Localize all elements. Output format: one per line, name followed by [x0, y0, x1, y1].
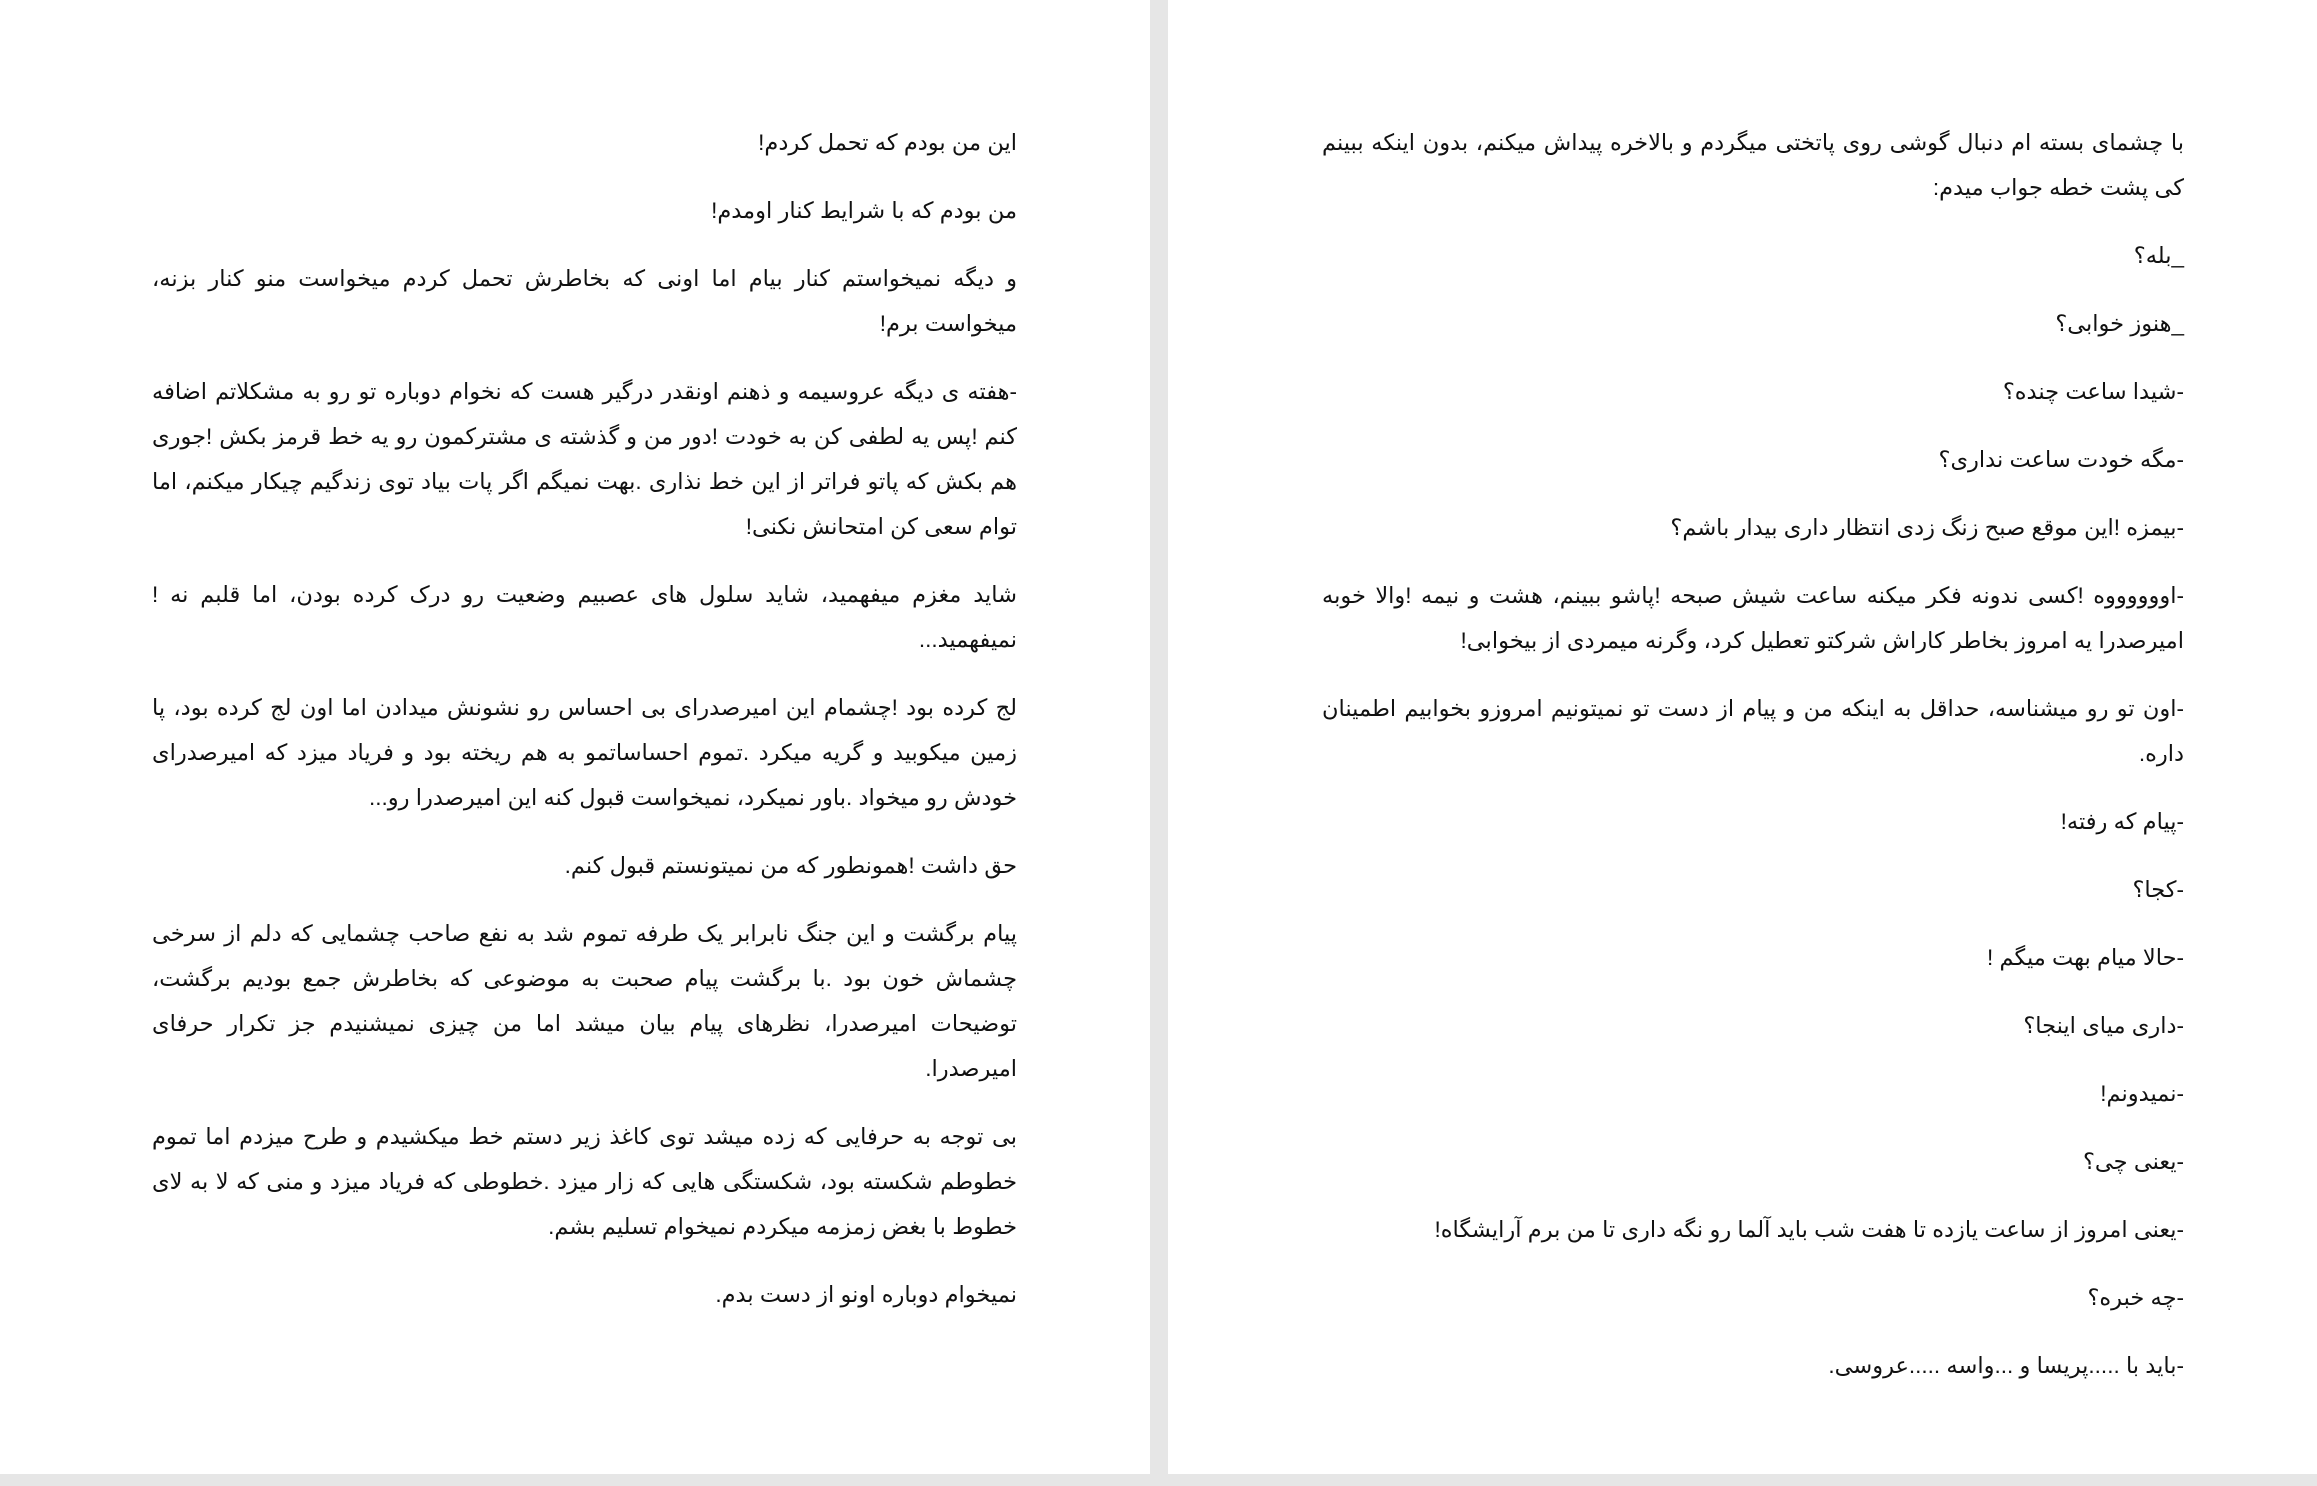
paragraph: با چشمای بسته ام دنبال گوشی روی پاتختی میگردم و بالاخره پیداش میکنم، بدون اینکه ببینم کی پشت خطه جواب میدم: — [1322, 130, 2184, 200]
page-left — [0, 0, 1150, 1474]
paragraph: -نمیدونم! — [2100, 1081, 2184, 1106]
paragraph: -باید با .....پریسا و ...واسه .....عروسی. — [1828, 1353, 2184, 1378]
paragraph: شاید مغزم میفهمید، شاید سلول های عصبیم وضعیت رو درک کرده بودن، اما قلبم نه !نمیفهمید... — [152, 582, 1017, 652]
paragraph: -یعنی امروز از ساعت یازده تا هفت شب باید آلما رو نگه داری تا من برم آرایشگاه! — [1434, 1217, 2184, 1242]
page-right — [1168, 0, 2317, 1474]
paragraph: _هنوز خوابی؟ — [2055, 311, 2184, 336]
paragraph: و دیگه نمیخواستم کنار بیام اما اونی که بخاطرش تحمل کردم میخواست منو کنار بزنه، میخواست برم! — [152, 266, 1017, 336]
paragraph: _بله؟ — [2133, 243, 2184, 268]
paragraph: -داری میای اینجا؟ — [2023, 1013, 2184, 1038]
paragraph: پیام برگشت و این جنگ نابرابر یک طرفه تموم شد به نفع صاحب چشمایی که دلم از سرخی چشماش خون بود .با برگشت پیام صحبت به موضوعی که بخاطرش جمع بودیم برگشت، توضیحات امیرصدرا، نظرهای پیام بیان میشد اما من چیزی نمیشنیدم جز تکرار حرفای امیرصدرا. — [152, 921, 1017, 1081]
paragraph: -اووووووه !کسی ندونه فکر میکنه ساعت شیش صبحه !پاشو ببینم، هشت و نیمه !والا خوبه امیرصدرا یه امروز بخاطر کاراش شرکتو تعطیل کرد، وگرنه میمردی از بیخوابی! — [1322, 583, 2184, 653]
page-text-left — [152, 120, 1017, 1340]
paragraph: -اون تو رو میشناسه، حداقل به اینکه من و پیام از دست تو نمیتونیم امروزو بخوابیم اطمینان داره. — [1322, 696, 2184, 766]
paragraph: -هفته ی دیگه عروسیمه و ذهنم اونقدر درگیر هست که نخوام دوباره تو رو به مشکلاتم اضافه کنم !پس یه لطفی کن به خودت !دور من و گذشته ی مشترکمون رو یه خط قرمز بکش !جوری هم بکش که پاتو فراتر از این خط نذاری .بهت نمیگم اگر پات بیاد توی زندگیم چیکار میکنم، اما توام سعی کن امتحانش نکنی! — [152, 379, 1017, 539]
paragraph: لج کرده بود !چشمام این امیرصدرای بی احساس رو نشونش میدادن اما اون لج کرده بود، پا زمین میکوبید و گریه میکرد .تموم احساساتمو به هم ریخته بود و فریاد میزد که امیرصدرای خودش رو میخواد .باور نمیکرد، نمیخواست قبول کنه این امیرصدرا رو... — [152, 695, 1017, 810]
paragraph: -بیمزه !این موقع صبح زنگ زدی انتظار داری بیدار باشم؟ — [1670, 515, 2184, 540]
paragraph: نمیخوام دوباره اونو از دست بدم. — [715, 1282, 1017, 1307]
paragraph: این من بودم که تحمل کردم! — [758, 130, 1017, 155]
paragraph: بی توجه به حرفایی که زده میشد توی کاغذ زیر دستم خط میکشیدم و طرح میزدم اما تموم خطوطم شکسته بود، شکستگی هایی که زار میزد .خطوطی که فریاد میزد و منی که لا به لای خطوط با بغض زمزمه میکردم نمیخوام تسلیم بشم. — [152, 1124, 1017, 1239]
paragraph: حق داشت !همونطور که من نمیتونستم قبول کنم. — [564, 853, 1017, 878]
paragraph: -پیام که رفته! — [2060, 809, 2184, 834]
page-text-right — [1322, 120, 2184, 1411]
paragraph: -یعنی چی؟ — [2082, 1149, 2184, 1174]
paragraph: -شیدا ساعت چنده؟ — [2002, 379, 2184, 404]
paragraph: -حالا میام بهت میگم ! — [1987, 945, 2184, 970]
paragraph: -کجا؟ — [2132, 877, 2184, 902]
paragraph: من بودم که با شرایط کنار اومدم! — [711, 198, 1017, 223]
paragraph: -مگه خودت ساعت نداری؟ — [1938, 447, 2184, 472]
paragraph: -چه خبره؟ — [2087, 1285, 2184, 1310]
